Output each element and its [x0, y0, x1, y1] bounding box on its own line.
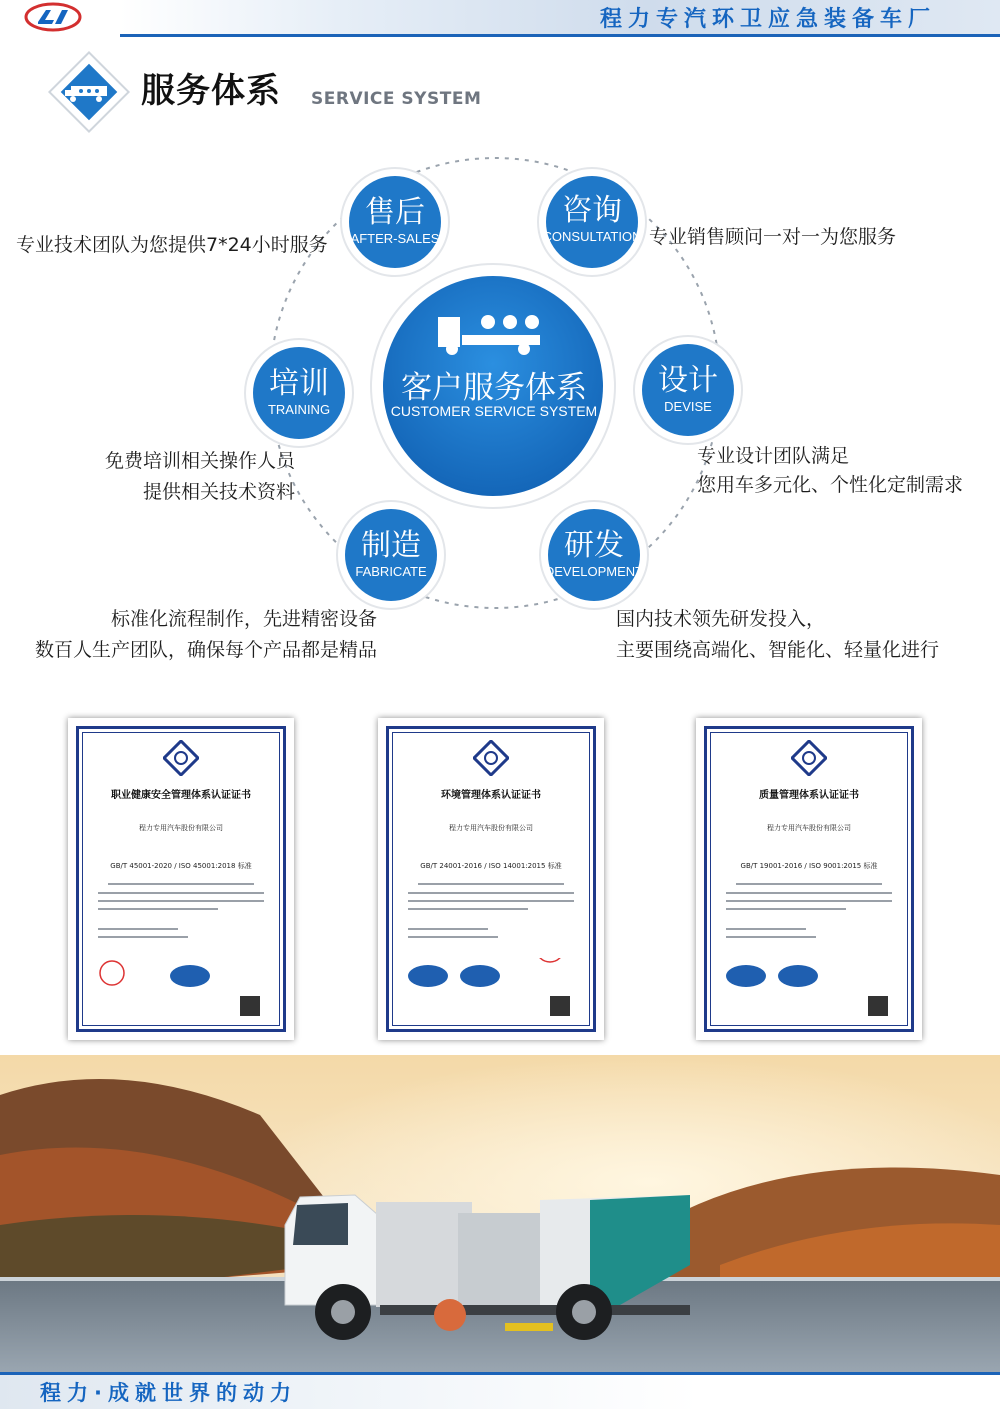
after-sales-label: 售后: [365, 195, 425, 230]
node-devise: [634, 336, 742, 444]
cert-standard: GB/T 45001-2020 / ISO 45001:2018 标准: [110, 862, 252, 870]
cert-title: 职业健康安全管理体系认证证书: [111, 790, 251, 801]
fabricate-en-label: FABRICATE: [355, 564, 427, 579]
sweeper-truck-banner: [0, 1055, 1000, 1373]
cert-company: 程力专用汽车股份有限公司: [449, 824, 533, 832]
node-fabricate: [337, 501, 445, 609]
center-subtitle: CUSTOMER SERVICE SYSTEM: [390, 403, 598, 419]
cert-title: 质量管理体系认证证书: [759, 790, 859, 801]
fabricate-desc-line1: 标准化流程制作，先进精密设备: [110, 608, 377, 630]
devise-desc-line2: 您用车多元化、个性化定制需求: [697, 474, 964, 496]
cert-marks: [400, 958, 580, 1018]
brand-title: 程力专汽环卫应急装备车厂: [599, 7, 936, 32]
after-sales-desc: 专业技术团队为您提供7*24小时服务: [16, 234, 328, 256]
company-logo: [24, 2, 82, 32]
development-label: 研发: [564, 528, 624, 563]
devise-en-label: DEVISE: [664, 399, 712, 414]
after-sales-en-label: AFTER-SALES: [350, 231, 440, 246]
cert-emblem-icon: [163, 740, 199, 776]
cert-standard: GB/T 19001-2016 / ISO 9001:2015 标准: [740, 862, 878, 870]
node-after-sales: [341, 168, 449, 276]
cert-company: 程力专用汽车股份有限公司: [767, 824, 851, 832]
devise-desc-line1: 专业设计团队满足: [697, 445, 850, 467]
section-title: 服务体系: [141, 71, 281, 111]
development-desc-line1: 国内技术领先研发投入，: [616, 608, 826, 630]
training-label: 培训: [269, 366, 329, 401]
footer-slogan: 程力·成就世界的动力: [40, 1381, 297, 1405]
certificate-ems: [378, 718, 604, 1040]
consultation-desc: 专业销售顾问一对一为您服务: [649, 226, 897, 248]
cert-emblem-icon: [473, 740, 509, 776]
truck-diamond-icon: [47, 50, 131, 134]
certificate-ohsms: [68, 718, 294, 1040]
center-node: [371, 264, 615, 508]
development-desc-line2: 主要围绕高端化、智能化、轻量化进行: [616, 639, 940, 661]
devise-label: 设计: [658, 363, 718, 398]
node-training: [245, 339, 353, 447]
training-en-label: TRAINING: [267, 402, 331, 417]
cert-company: 程力专用汽车股份有限公司: [139, 824, 223, 832]
cert-marks: [90, 958, 270, 1018]
training-desc-line2: 提供相关技术资料: [142, 481, 295, 503]
node-consultation: [538, 168, 646, 276]
section-subtitle: SERVICE SYSTEM: [311, 89, 482, 109]
development-en-label: DEVELOPMENT: [544, 564, 644, 579]
training-desc-line1: 免费培训相关操作人员: [104, 450, 295, 472]
header-stripe: [120, 34, 1000, 37]
consultation-en-label: CONSULTATION: [542, 229, 642, 244]
cert-title: 环境管理体系认证证书: [441, 790, 541, 801]
fabricate-desc-line2: 数百人生产团队，确保每个产品都是精品: [34, 639, 377, 661]
cert-emblem-icon: [791, 740, 827, 776]
center-title: 客户服务体系: [401, 370, 587, 406]
footer-bar: [0, 1372, 1000, 1409]
cert-standard: GB/T 24001-2016 / ISO 14001:2015 标准: [420, 862, 562, 870]
top-header: [0, 0, 1000, 34]
certificate-qms: [696, 718, 922, 1040]
fabricate-label: 制造: [361, 528, 421, 563]
cert-marks: [718, 958, 898, 1018]
consultation-label: 咨询: [562, 193, 622, 228]
footer-stripe: [0, 1372, 1000, 1375]
node-development: [540, 501, 648, 609]
service-diagram: [0, 150, 1000, 690]
